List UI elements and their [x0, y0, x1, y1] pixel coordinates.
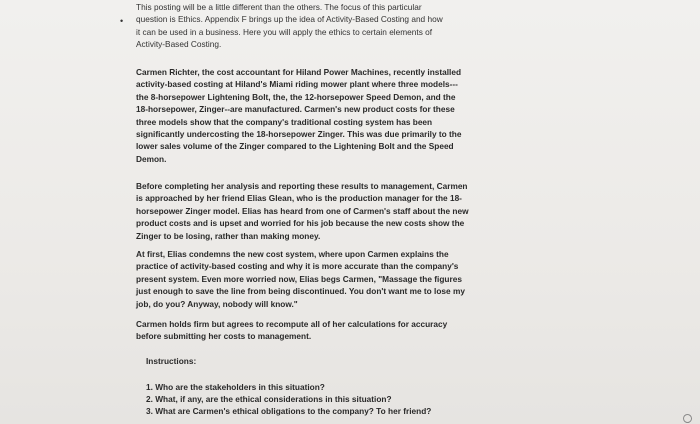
paragraph-line: three models show that the company's traditional costing system has been	[136, 116, 433, 127]
intro-line: it can be used in a business. Here you will apply the ethics to certain elements of	[136, 26, 433, 37]
paragraph-line: 18-horsepower, Zinger--are manufactured. Carmen's new product costs for these	[136, 104, 455, 115]
paragraph-line: just enough to save the line from being discontinued. You don't want me to lose my	[136, 286, 465, 297]
paragraph-line: Carmen Richter, the cost accountant for Hiland Power Machines, recently installed	[136, 67, 462, 77]
paragraph-line: the 8-horsepower Lightening Bolt, the, the 12-horsepower Speed Demon, and the	[136, 91, 456, 102]
paragraph-line: is approached by her friend Elias Glean, who is the production manager for the 18-	[136, 193, 462, 204]
intro-line: This posting will be a little different than the others. The focus of this particular	[136, 2, 422, 12]
cursor-icon	[682, 413, 694, 424]
paragraph-line: Zinger to be losing, rather than making money.	[136, 230, 321, 241]
paragraph-line: job, do you? Anyway, nobody will know."	[136, 298, 298, 309]
intro-paragraph	[136, 1, 491, 51]
case-paragraph-2	[136, 180, 491, 242]
paragraph-line: present system. Even more worried now, Elias begs Carmen, "Massage the figures	[136, 273, 462, 284]
bullet-marker: •	[120, 16, 124, 26]
paragraph-line: horsepower Zinger model. Elias has heard from one of Carmen's staff about the new	[136, 205, 469, 216]
paragraph-line: Carmen holds firm but agrees to recompute all of her calculations for accuracy	[136, 319, 448, 329]
paragraph-line: Demon.	[136, 153, 167, 164]
list-item: 2. What, if any, are the ethical considerations in this situation?	[146, 394, 392, 405]
list-item: 1. Who are the stakeholders in this situation?	[146, 382, 325, 392]
paragraph-line: practice of activity-based costing and why it is more accurate than the company's	[136, 261, 459, 272]
paragraph-line: lower sales volume of the Zinger compared to the Lightening Bolt and the Speed	[136, 141, 454, 152]
case-paragraph-3	[136, 248, 491, 310]
paragraph-line: At first, Elias condemns the new cost system, where upon Carmen explains the	[136, 249, 449, 259]
instructions-list	[146, 381, 431, 418]
paragraph-line: Before completing her analysis and reporting these results to management, Carmen	[136, 181, 468, 191]
list-item: 3. What are Carmen's ethical obligations to the company? To her friend?	[146, 406, 432, 417]
paragraph-line: before submitting her costs to management.	[136, 331, 312, 342]
paragraph-line: product costs and is upset and worried for his job because the new costs show the	[136, 218, 465, 229]
intro-line: Activity-Based Costing.	[136, 39, 222, 50]
case-paragraph-1	[136, 66, 491, 165]
instructions-heading: Instructions:	[146, 356, 197, 366]
intro-line: question is Ethics. Appendix F brings up the idea of Activity-Based Costing and how	[136, 14, 443, 25]
case-paragraph-4	[136, 318, 491, 343]
paragraph-line: significantly undercosting the 18-horsepower Zinger. This was due primarily to the	[136, 129, 462, 140]
paragraph-line: activity-based costing at Hiland's Miami riding mower plant where three models---	[136, 79, 458, 90]
